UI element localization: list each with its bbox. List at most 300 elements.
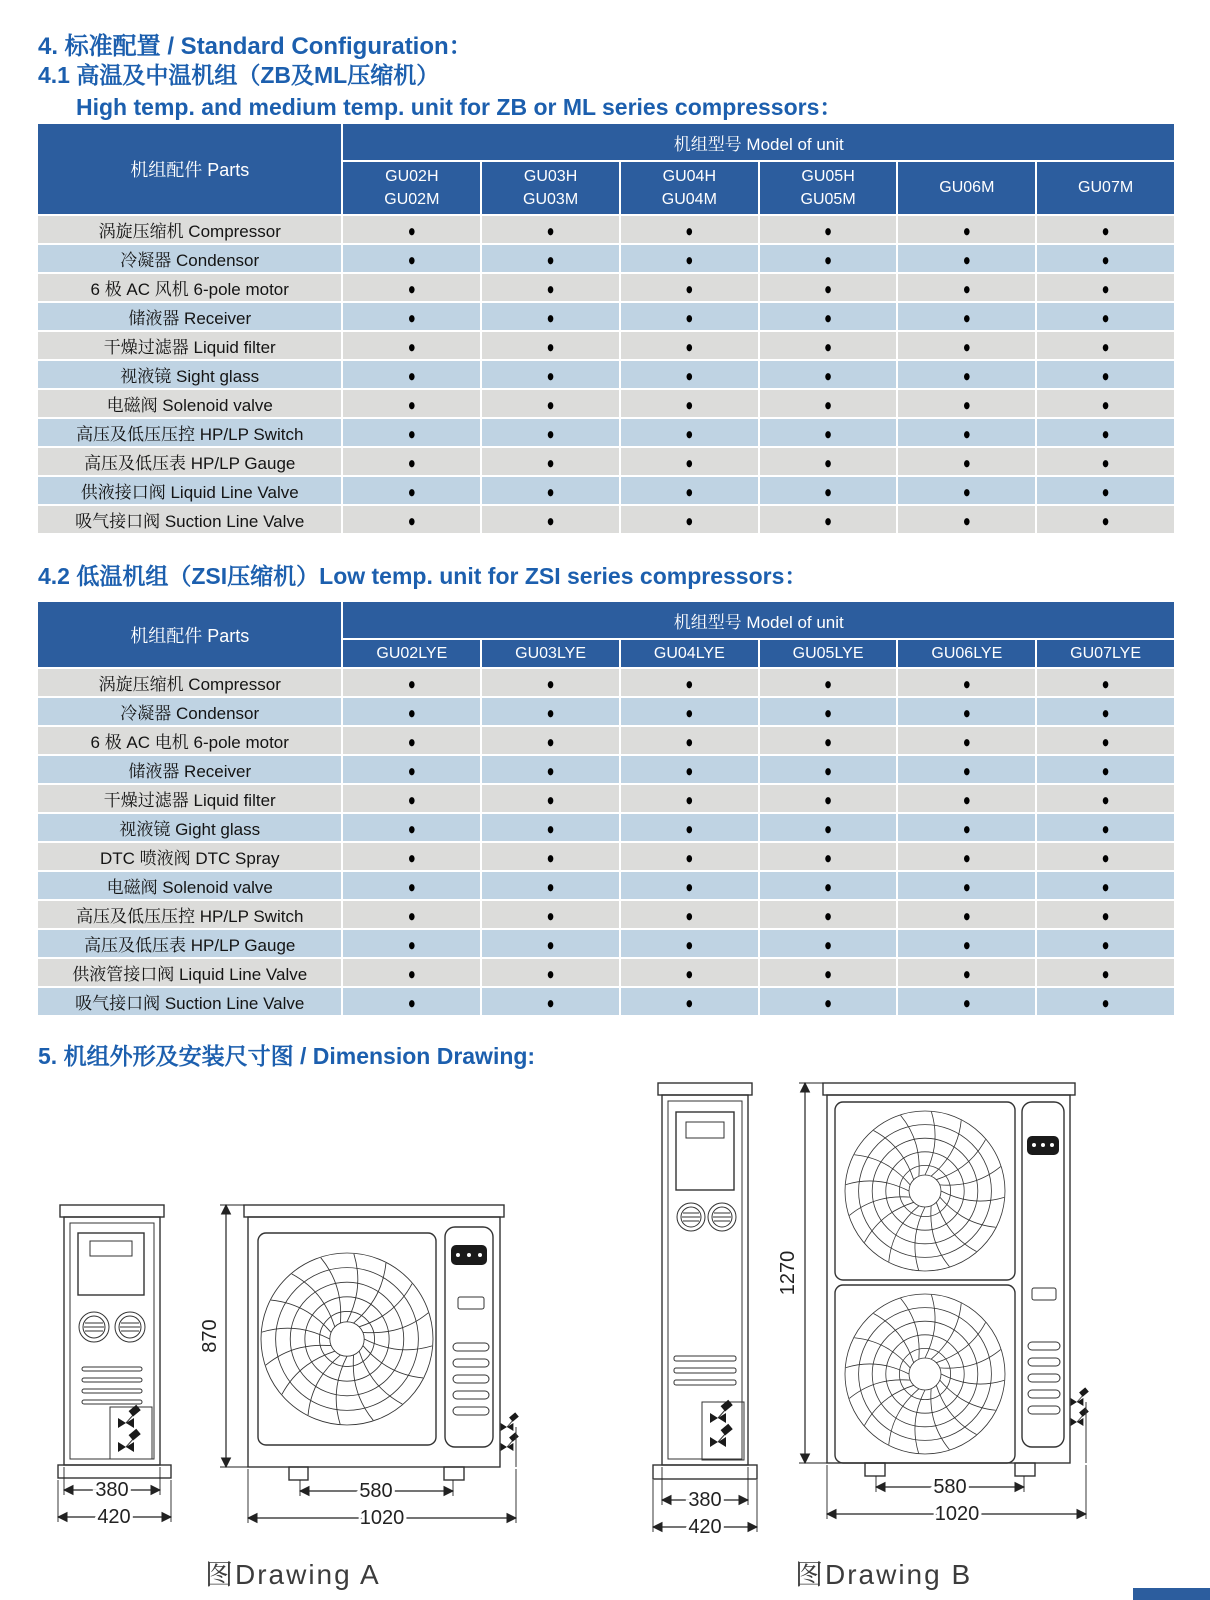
included-dot: ● [824, 394, 833, 414]
table-row [38, 216, 1174, 243]
config-dot-cell [898, 756, 1035, 783]
dim-380-label: 380 [95, 1479, 129, 1501]
included-dot: ● [1101, 336, 1110, 356]
included-dot: ● [546, 847, 555, 867]
config-dot-cell [898, 448, 1035, 475]
included-dot: ● [685, 278, 694, 298]
config-dot-cell [482, 669, 619, 696]
config-dot-cell [343, 959, 480, 986]
table-row [38, 245, 1174, 272]
config-dot-cell [621, 901, 758, 928]
table-row [38, 901, 1174, 928]
included-dot: ● [1101, 307, 1110, 327]
config-dot-cell [343, 669, 480, 696]
drawing-a-caption: 图Drawing A [205, 1559, 381, 1590]
section-41-heading-zh: 4.1 高温及中温机组（ZB及ML压缩机） [38, 62, 440, 88]
included-dot: ● [546, 934, 555, 954]
included-dot: ● [685, 481, 694, 501]
included-dot: ● [407, 307, 416, 327]
fan-grille-icon [845, 1294, 1005, 1454]
config-dot-cell [621, 361, 758, 388]
included-dot: ● [962, 336, 971, 356]
config-dot-cell [482, 785, 619, 812]
part-label-cell: 干燥过滤器 Liquid filter [38, 332, 341, 359]
config-dot-cell [621, 959, 758, 986]
model-header-cell: GU02LYE [343, 640, 480, 667]
config-dot-cell [760, 756, 897, 783]
config-dot-cell [898, 872, 1035, 899]
config-dot-cell [760, 698, 897, 725]
config-dot-cell [343, 477, 480, 504]
included-dot: ● [407, 702, 416, 722]
included-dot: ● [546, 307, 555, 327]
included-dot: ● [685, 847, 694, 867]
config-dot-cell [1037, 843, 1174, 870]
config-dot-cell [1037, 390, 1174, 417]
included-dot: ● [962, 365, 971, 385]
included-dot: ● [962, 847, 971, 867]
included-dot: ● [824, 673, 833, 693]
included-dot: ● [824, 249, 833, 269]
section-42-heading: 4.2 低温机组（ZSI压缩机）Low temp. unit for ZSI series compressors： [38, 563, 808, 589]
unit-b-side-dimensions [653, 1467, 757, 1538]
included-dot: ● [685, 963, 694, 983]
part-label-cell: 储液器 Receiver [38, 303, 341, 330]
included-dot: ● [685, 789, 694, 809]
config-dot-cell [482, 361, 619, 388]
config-dot-cell [482, 216, 619, 243]
config-dot-cell [343, 785, 480, 812]
included-dot: ● [1101, 905, 1110, 925]
included-dot: ● [1101, 847, 1110, 867]
table-row [38, 814, 1174, 841]
config-dot-cell [621, 756, 758, 783]
config-dot-cell [482, 872, 619, 899]
included-dot: ● [1101, 934, 1110, 954]
included-dot: ● [685, 818, 694, 838]
config-dot-cell [760, 448, 897, 475]
config-dot-cell [1037, 361, 1174, 388]
included-dot: ● [407, 220, 416, 240]
included-dot: ● [824, 702, 833, 722]
part-label-cell: 高压及低压表 HP/LP Gauge [38, 930, 341, 957]
config-dot-cell [1037, 930, 1174, 957]
config-dot-cell [1037, 506, 1174, 533]
config-dot-cell [760, 930, 897, 957]
config-dot-cell [898, 843, 1035, 870]
config-dot-cell [898, 245, 1035, 272]
table-row [38, 785, 1174, 812]
foot [865, 1463, 885, 1476]
config-dot-cell [760, 390, 897, 417]
config-dot-cell [621, 332, 758, 359]
included-dot: ● [407, 394, 416, 414]
config-dot-cell [898, 988, 1035, 1015]
included-dot: ● [407, 905, 416, 925]
included-dot: ● [962, 760, 971, 780]
included-dot: ● [685, 731, 694, 751]
config-dot-cell [621, 727, 758, 754]
fan-grille-frame [835, 1102, 1015, 1280]
config-dot-cell [1037, 814, 1174, 841]
included-dot: ● [824, 510, 833, 530]
included-dot: ● [546, 673, 555, 693]
included-dot: ● [1101, 278, 1110, 298]
config-dot-cell [343, 698, 480, 725]
included-dot: ● [824, 452, 833, 472]
model-header-cell: GU03H GU03M [482, 162, 619, 214]
pressure-gauge-icon [115, 1312, 145, 1342]
service-valve-icon [710, 1424, 733, 1447]
config-dot-cell [482, 477, 619, 504]
config-dot-cell [343, 216, 480, 243]
foot [1015, 1463, 1035, 1476]
config-dot-cell [621, 785, 758, 812]
config-dot-cell [898, 303, 1035, 330]
dim-580-label: 580 [933, 1476, 967, 1498]
part-label-cell: 高压及低压压控 HP/LP Switch [38, 419, 341, 446]
table-row [38, 930, 1174, 957]
part-label-cell: DTC 喷液阀 DTC Spray [38, 843, 341, 870]
config-dot-cell [1037, 698, 1174, 725]
part-label-cell: 吸气接口阀 Suction Line Valve [38, 988, 341, 1015]
config-dot-cell [898, 930, 1035, 957]
config-dot-cell [482, 274, 619, 301]
included-dot: ● [685, 365, 694, 385]
included-dot: ● [685, 336, 694, 356]
part-label-cell: 涡旋压缩机 Compressor [38, 669, 341, 696]
included-dot: ● [407, 423, 416, 443]
included-dot: ● [962, 702, 971, 722]
included-dot: ● [407, 510, 416, 530]
table-row [38, 448, 1174, 475]
dim-870-label: 870 [199, 1319, 221, 1353]
model-header-cell: GU05H GU05M [760, 162, 897, 214]
part-label-cell: 6 极 AC 风机 6-pole motor [38, 274, 341, 301]
model-header-cell: GU03LYE [482, 640, 619, 667]
config-dot-cell [482, 756, 619, 783]
included-dot: ● [824, 992, 833, 1012]
included-dot: ● [824, 278, 833, 298]
included-dot: ● [824, 220, 833, 240]
config-dot-cell [343, 930, 480, 957]
model-header-cell: GU05LYE [760, 640, 897, 667]
table-row [38, 506, 1174, 533]
included-dot: ● [962, 452, 971, 472]
config-dot-cell [621, 245, 758, 272]
config-dot-cell [482, 930, 619, 957]
config-dot-cell [1037, 419, 1174, 446]
dim-420-label: 420 [688, 1516, 722, 1538]
included-dot: ● [1101, 818, 1110, 838]
included-dot: ● [1101, 789, 1110, 809]
config-dot-cell [1037, 669, 1174, 696]
config-dot-cell [482, 303, 619, 330]
included-dot: ● [546, 365, 555, 385]
model-header-cell: GU06M [898, 162, 1035, 214]
included-dot: ● [962, 278, 971, 298]
config-dot-cell [1037, 959, 1174, 986]
included-dot: ● [824, 905, 833, 925]
model-of-unit-header: 机组型号 Model of unit [343, 602, 1174, 638]
included-dot: ● [407, 278, 416, 298]
part-label-cell: 高压及低压压控 HP/LP Switch [38, 901, 341, 928]
included-dot: ● [685, 992, 694, 1012]
included-dot: ● [1101, 394, 1110, 414]
fan-grille-frame [258, 1233, 436, 1445]
config-dot-cell [1037, 988, 1174, 1015]
dim-1020-label: 1020 [934, 1503, 980, 1525]
included-dot: ● [685, 249, 694, 269]
part-label-cell: 涡旋压缩机 Compressor [38, 216, 341, 243]
included-dot: ● [546, 963, 555, 983]
config-dot-cell [760, 988, 897, 1015]
panel-vent-slats [1028, 1342, 1060, 1414]
config-dot-cell [482, 390, 619, 417]
config-dot-cell [898, 477, 1035, 504]
control-box [676, 1112, 734, 1190]
config-dot-cell [343, 756, 480, 783]
part-label-cell: 电磁阀 Solenoid valve [38, 390, 341, 417]
config-dot-cell [1037, 785, 1174, 812]
config-dot-cell [898, 332, 1035, 359]
config-dot-cell [343, 727, 480, 754]
fan-grille-icon [261, 1253, 433, 1425]
included-dot: ● [962, 220, 971, 240]
dim-380-label: 380 [688, 1489, 722, 1511]
config-dot-cell [1037, 477, 1174, 504]
included-dot: ● [1101, 220, 1110, 240]
fan-grille-frame [835, 1285, 1015, 1463]
vent-slats [674, 1356, 736, 1385]
included-dot: ● [546, 336, 555, 356]
config-dot-cell [343, 901, 480, 928]
included-dot: ● [546, 220, 555, 240]
power-socket-icon [451, 1245, 487, 1265]
included-dot: ● [824, 876, 833, 896]
included-dot: ● [824, 731, 833, 751]
config-dot-cell [482, 506, 619, 533]
included-dot: ● [546, 481, 555, 501]
included-dot: ● [407, 992, 416, 1012]
part-label-cell: 6 极 AC 电机 6-pole motor [38, 727, 341, 754]
part-label-cell: 供液接口阀 Liquid Line Valve [38, 477, 341, 504]
model-header-cell: GU02H GU02M [343, 162, 480, 214]
config-dot-cell [760, 216, 897, 243]
config-dot-cell [760, 303, 897, 330]
control-box [78, 1233, 144, 1295]
included-dot: ● [962, 934, 971, 954]
config-dot-cell [621, 448, 758, 475]
pressure-gauge-icon [708, 1203, 736, 1231]
included-dot: ● [1101, 673, 1110, 693]
included-dot: ● [962, 789, 971, 809]
included-dot: ● [407, 365, 416, 385]
config-dot-cell [898, 814, 1035, 841]
config-dot-cell [343, 988, 480, 1015]
config-dot-cell [1037, 727, 1174, 754]
config-dot-cell [760, 477, 897, 504]
label-plate [458, 1297, 484, 1309]
table-row [38, 756, 1174, 783]
config-dot-cell [621, 419, 758, 446]
part-label-cell: 供液管接口阀 Liquid Line Valve [38, 959, 341, 986]
included-dot: ● [546, 876, 555, 896]
drawing-b-caption: 图Drawing B [795, 1559, 973, 1590]
config-dot-cell [898, 419, 1035, 446]
included-dot: ● [407, 818, 416, 838]
dim-420-label: 420 [97, 1506, 131, 1528]
included-dot: ● [1101, 963, 1110, 983]
config-dot-cell [898, 959, 1035, 986]
included-dot: ● [546, 452, 555, 472]
part-label-cell: 冷凝器 Condensor [38, 245, 341, 272]
config-dot-cell [343, 506, 480, 533]
config-dot-cell [621, 698, 758, 725]
config-dot-cell [621, 216, 758, 243]
table-row [38, 390, 1174, 417]
config-dot-cell [343, 814, 480, 841]
fan-grille-icon [845, 1111, 1005, 1271]
included-dot: ● [1101, 510, 1110, 530]
config-dot-cell [1037, 245, 1174, 272]
service-valve-icon [118, 1405, 141, 1428]
included-dot: ● [685, 760, 694, 780]
vent-slats [82, 1367, 142, 1404]
config-dot-cell [898, 506, 1035, 533]
included-dot: ● [1101, 481, 1110, 501]
config-dot-cell [760, 506, 897, 533]
valve-box [110, 1407, 152, 1459]
config-dot-cell [343, 274, 480, 301]
part-label-cell: 冷凝器 Condensor [38, 698, 341, 725]
table-row [38, 959, 1174, 986]
part-label-cell: 电磁阀 Solenoid valve [38, 872, 341, 899]
included-dot: ● [824, 789, 833, 809]
included-dot: ● [685, 394, 694, 414]
config-dot-cell [760, 332, 897, 359]
config-dot-cell [482, 419, 619, 446]
config-dot-cell [621, 843, 758, 870]
included-dot: ● [962, 307, 971, 327]
config-dot-cell [760, 245, 897, 272]
config-dot-cell [1037, 303, 1174, 330]
unit-a-front-view [244, 1205, 519, 1480]
config-dot-cell [760, 727, 897, 754]
config-dot-cell [760, 959, 897, 986]
included-dot: ● [1101, 731, 1110, 751]
parts-column-header: 机组配件 Parts [38, 602, 341, 667]
config-dot-cell [1037, 756, 1174, 783]
config-dot-cell [482, 988, 619, 1015]
power-socket-icon [1027, 1136, 1059, 1155]
part-label-cell: 储液器 Receiver [38, 756, 341, 783]
model-header-cell: GU06LYE [898, 640, 1035, 667]
included-dot: ● [962, 992, 971, 1012]
config-dot-cell [343, 390, 480, 417]
config-dot-cell [621, 872, 758, 899]
included-dot: ● [962, 818, 971, 838]
included-dot: ● [407, 934, 416, 954]
part-label-cell: 高压及低压表 HP/LP Gauge [38, 448, 341, 475]
config-dot-cell [898, 216, 1035, 243]
included-dot: ● [1101, 760, 1110, 780]
line-valves [1071, 1387, 1089, 1463]
included-dot: ● [407, 249, 416, 269]
table-row [38, 419, 1174, 446]
dimension-drawing-a [30, 1075, 570, 1550]
config-dot-cell [621, 930, 758, 957]
included-dot: ● [407, 847, 416, 867]
config-dot-cell [621, 477, 758, 504]
included-dot: ● [1101, 452, 1110, 472]
config-dot-cell [760, 843, 897, 870]
included-dot: ● [685, 452, 694, 472]
included-dot: ● [546, 423, 555, 443]
foot [444, 1467, 464, 1480]
config-dot-cell [482, 245, 619, 272]
service-valve-icon [118, 1429, 141, 1452]
config-dot-cell [482, 448, 619, 475]
included-dot: ● [962, 423, 971, 443]
included-dot: ● [546, 278, 555, 298]
included-dot: ● [546, 731, 555, 751]
table-row [38, 361, 1174, 388]
included-dot: ● [407, 452, 416, 472]
table-row [38, 872, 1174, 899]
included-dot: ● [824, 365, 833, 385]
model-header-cell: GU04LYE [621, 640, 758, 667]
config-dot-cell [760, 901, 897, 928]
included-dot: ● [685, 905, 694, 925]
table-row [38, 843, 1174, 870]
included-dot: ● [685, 220, 694, 240]
included-dot: ● [824, 760, 833, 780]
config-dot-cell [343, 448, 480, 475]
included-dot: ● [407, 963, 416, 983]
included-dot: ● [407, 789, 416, 809]
table-row [38, 698, 1174, 725]
included-dot: ● [407, 336, 416, 356]
config-dot-cell [621, 814, 758, 841]
dim-580-label: 580 [359, 1480, 393, 1502]
config-dot-cell [343, 419, 480, 446]
table-row [38, 274, 1174, 301]
included-dot: ● [546, 510, 555, 530]
low-temp-config-table [36, 600, 1176, 1017]
config-dot-cell [343, 245, 480, 272]
part-label-cell: 吸气接口阀 Suction Line Valve [38, 506, 341, 533]
unit-a-side-dimensions [58, 1467, 171, 1528]
part-label-cell: 视液镜 Gight glass [38, 814, 341, 841]
included-dot: ● [546, 702, 555, 722]
included-dot: ● [962, 510, 971, 530]
config-dot-cell [1037, 216, 1174, 243]
config-dot-cell [621, 506, 758, 533]
config-dot-cell [621, 274, 758, 301]
unit-b-front-view [823, 1083, 1089, 1476]
included-dot: ● [546, 394, 555, 414]
config-dot-cell [898, 390, 1035, 417]
included-dot: ● [1101, 423, 1110, 443]
config-dot-cell [1037, 901, 1174, 928]
config-dot-cell [621, 669, 758, 696]
unit-a-side-view [58, 1205, 171, 1478]
config-dot-cell [898, 698, 1035, 725]
dim-1020-label: 1020 [359, 1507, 405, 1529]
model-of-unit-header: 机组型号 Model of unit [343, 124, 1174, 160]
config-dot-cell [482, 332, 619, 359]
